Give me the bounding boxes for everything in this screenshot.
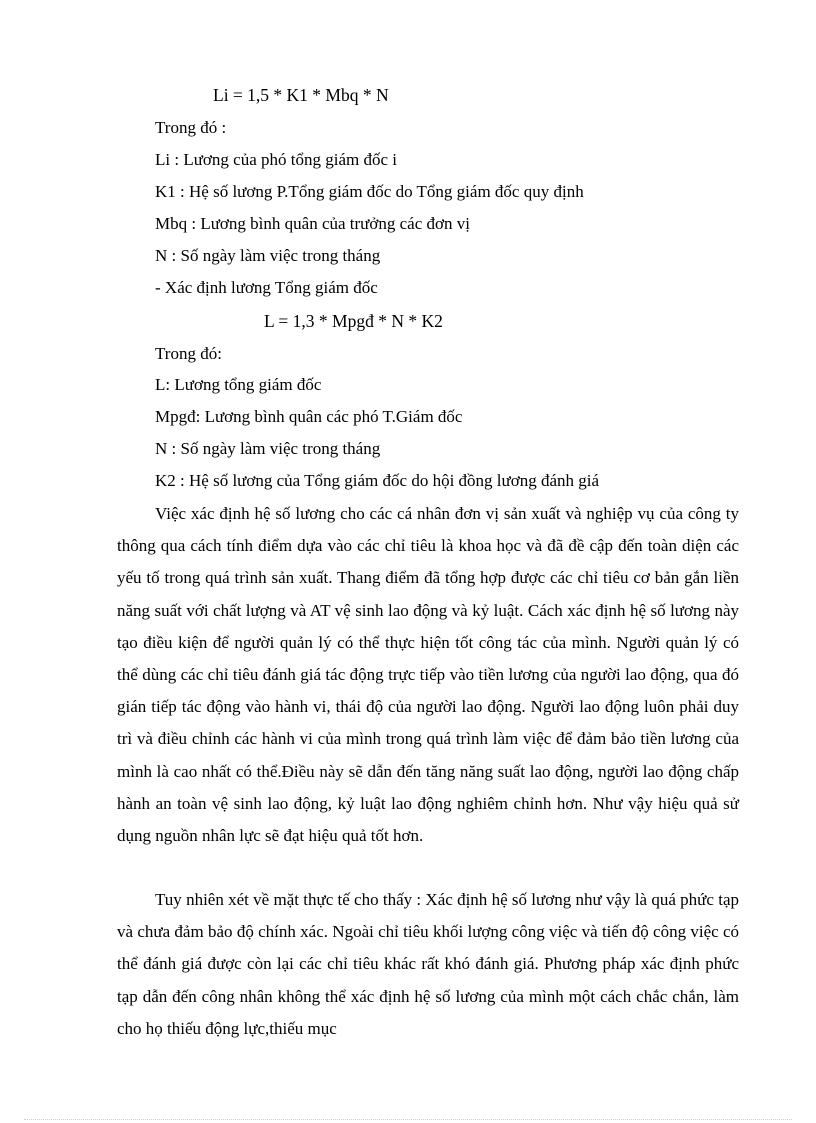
definition-n: N : Số ngày làm việc trong tháng <box>155 439 381 458</box>
body-paragraph: Việc xác định hệ số lương cho các cá nhân đơn vị sản xuất và nghiệp vụ của công ty thông qua cách tính điểm dựa vào các chỉ tiêu là khoa học và đã đề cập đến toàn diện các yếu tố trong quá trình sản xuất. Thang điểm đã tổng hợp được các chỉ tiêu cơ bản gắn liền năng suất với chất lượng và AT vệ sinh lao động và kỷ luật. Cách xác định hệ số lương này tạo điều kiện để người quản lý có thể thực hiện tốt công tác của mình. Người quản lý có thể dùng các chỉ tiêu đánh giá tác động trực tiếp vào tiền lương của người lao động, qua đó gián tiếp tác động vào hành vi, thái độ của người lao động. Người lao động luôn phải duy trì và điều chỉnh các hành vi của mình trong quá trình làm việc để đảm bảo tiền lương của mình là cao nhất có thể.Điều này sẽ dẫn đến tăng năng suất lao động, người lao động chấp hành an toàn vệ sinh lao động, kỷ luật lao động nghiêm chỉnh hơn. Như vậy hiệu quả sử dụng nguồn nhân lực sẽ đạt hiệu quả tốt hơn. <box>117 504 739 846</box>
formula-director-salary: L = 1,3 * Mpgđ * N * K2 <box>264 311 443 331</box>
page-bottom-divider <box>24 1119 792 1120</box>
where-label: Trong đó: <box>155 344 222 363</box>
definition-l: L: Lương tổng giám đốc <box>155 375 322 394</box>
definition-mpgd: Mpgđ: Lương bình quân các phó T.Giám đốc <box>155 407 463 426</box>
definition-n: N : Số ngày làm việc trong tháng <box>155 246 381 265</box>
body-paragraph: Tuy nhiên xét về mặt thực tế cho thấy : Xác định hệ số lương như vậy là quá phức tạp và chưa đảm bảo độ chính xác. Ngoài chỉ tiêu khối lượng công việc và tiến độ công việc có thể đánh giá được còn lại các chỉ tiêu khác rất khó đánh giá. Phương pháp xác định phức tạp dẫn đến công nhân không thể xác định hệ số lương của mình một cách chắc chắn, làm cho họ thiếu động lực,thiếu mục <box>117 890 739 1038</box>
definition-li: Li : Lương của phó tổng giám đốc i <box>155 150 397 169</box>
where-label: Trong đó : <box>155 118 227 137</box>
definition-mbq: Mbq : Lương bình quân của trưởng các đơn vị <box>155 214 470 233</box>
definition-k2: K2 : Hệ số lương của Tổng giám đốc do hội đồng lương đánh giá <box>155 471 600 490</box>
heading-director-salary: - Xác định lương Tổng giám đốc <box>155 278 378 297</box>
definition-k1: K1 : Hệ số lương P.Tổng giám đốc do Tổng giám đốc quy định <box>155 182 584 201</box>
formula-deputy-salary: Li = 1,5 * K1 * Mbq * N <box>213 85 389 105</box>
